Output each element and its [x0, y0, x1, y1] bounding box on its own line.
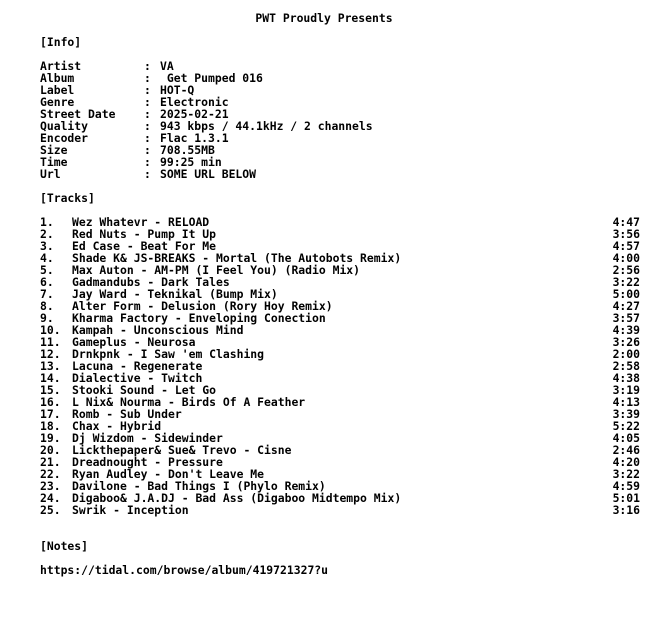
track-duration: 4:57	[612, 239, 640, 253]
info-heading: [Info]	[40, 35, 82, 49]
track-title: Ryan Audley - Don't Leave Me	[72, 467, 265, 481]
info-key: Genre	[40, 95, 75, 109]
track-number: 18.	[40, 419, 61, 433]
track-number: 7.	[40, 287, 54, 301]
tracks-heading: [Tracks]	[40, 191, 95, 205]
track-number: 4.	[40, 251, 54, 265]
track-number: 17.	[40, 407, 61, 421]
track-number: 24.	[40, 491, 61, 505]
info-key: Quality	[40, 119, 89, 133]
info-value: Electronic	[160, 95, 229, 109]
info-separator: :	[144, 143, 151, 157]
page-title: PWT Proudly Presents	[255, 11, 393, 25]
track-number: 1.	[40, 215, 54, 229]
info-row	[0, 120, 648, 132]
info-row	[0, 84, 648, 96]
info-separator: :	[144, 167, 151, 181]
info-key: Label	[40, 83, 75, 97]
track-duration: 3:26	[612, 335, 640, 349]
track-duration: 5:01	[612, 491, 640, 505]
info-row	[0, 168, 648, 180]
track-duration: 2:46	[612, 443, 640, 457]
track-number: 5.	[40, 263, 54, 277]
track-row	[0, 504, 648, 516]
track-duration: 3:56	[612, 227, 640, 241]
info-key: Url	[40, 167, 61, 181]
info-key: Encoder	[40, 131, 89, 145]
track-duration: 4:05	[612, 431, 640, 445]
track-title: Stooki Sound - Let Go	[72, 383, 217, 397]
track-title: Gadmandubs - Dark Tales	[72, 275, 230, 289]
track-title: Ed Case - Beat For Me	[72, 239, 217, 253]
track-title: Gameplus - Neurosa	[72, 335, 196, 349]
info-value: Get Pumped 016	[160, 71, 263, 85]
track-duration: 3:39	[612, 407, 640, 421]
track-number: 13.	[40, 359, 61, 373]
track-number: 19.	[40, 431, 61, 445]
track-title: Romb - Sub Under	[72, 407, 182, 421]
track-title: L Nix& Nourma - Birds Of A Feather	[72, 395, 306, 409]
track-duration: 3:22	[612, 467, 640, 481]
track-title: Dj Wizdom - Sidewinder	[72, 431, 223, 445]
track-title: Chax - Hybrid	[72, 419, 162, 433]
notes-heading: [Notes]	[40, 539, 89, 553]
track-number: 21.	[40, 455, 61, 469]
track-number: 25.	[40, 503, 61, 517]
track-title: Dialective - Twitch	[72, 371, 203, 385]
track-duration: 3:16	[612, 503, 640, 517]
track-title: Drnkpnk - I Saw 'em Clashing	[72, 347, 265, 361]
track-duration: 2:56	[612, 263, 640, 277]
info-key: Size	[40, 143, 68, 157]
info-separator: :	[144, 131, 151, 145]
info-row	[0, 60, 648, 72]
info-value: VA	[160, 59, 174, 73]
info-separator: :	[144, 107, 151, 121]
track-title: Swrik - Inception	[72, 503, 189, 517]
info-row	[0, 156, 648, 168]
track-duration: 4:27	[612, 299, 640, 313]
track-duration: 2:00	[612, 347, 640, 361]
track-duration: 2:58	[612, 359, 640, 373]
track-title: Red Nuts - Pump It Up	[72, 227, 217, 241]
info-separator: :	[144, 119, 151, 133]
info-value: 2025-02-21	[160, 107, 229, 121]
track-title: Kampah - Unconscious Mind	[72, 323, 244, 337]
info-key: Album	[40, 71, 75, 85]
track-duration: 4:38	[612, 371, 640, 385]
info-separator: :	[144, 95, 151, 109]
track-number: 12.	[40, 347, 61, 361]
track-duration: 4:13	[612, 395, 640, 409]
track-duration: 4:59	[612, 479, 640, 493]
track-number: 10.	[40, 323, 61, 337]
track-number: 6.	[40, 275, 54, 289]
track-title: Kharma Factory - Enveloping Conection	[72, 311, 326, 325]
track-duration: 5:00	[612, 287, 640, 301]
track-number: 2.	[40, 227, 54, 241]
track-number: 15.	[40, 383, 61, 397]
track-number: 20.	[40, 443, 61, 457]
track-title: Dreadnought - Pressure	[72, 455, 223, 469]
info-separator: :	[144, 71, 151, 85]
notes-url: https://tidal.com/browse/album/419721327?u	[40, 563, 329, 577]
track-number: 14.	[40, 371, 61, 385]
info-separator: :	[144, 59, 151, 73]
info-value: 708.55MB	[160, 143, 215, 157]
info-value: HOT-Q	[160, 83, 195, 97]
info-value: SOME URL BELOW	[160, 167, 257, 181]
track-number: 9.	[40, 311, 54, 325]
info-value: 99:25 min	[160, 155, 222, 169]
info-value: Flac 1.3.1	[160, 131, 229, 145]
info-key: Street Date	[40, 107, 116, 121]
info-separator: :	[144, 155, 151, 169]
track-title: Max Auton - AM-PM (I Feel You) (Radio Mix)	[72, 263, 361, 277]
track-duration: 4:39	[612, 323, 640, 337]
track-number: 8.	[40, 299, 54, 313]
info-key: Artist	[40, 59, 82, 73]
track-title: Lacuna - Regenerate	[72, 359, 203, 373]
track-duration: 4:20	[612, 455, 640, 469]
track-duration: 3:22	[612, 275, 640, 289]
track-number: 23.	[40, 479, 61, 493]
track-number: 22.	[40, 467, 61, 481]
track-duration: 5:22	[612, 419, 640, 433]
info-row	[0, 132, 648, 144]
track-title: Alter Form - Delusion (Rory Hoy Remix)	[72, 299, 333, 313]
track-number: 3.	[40, 239, 54, 253]
track-title: Digaboo& J.A.DJ - Bad Ass (Digaboo Midtempo Mix)	[72, 491, 402, 505]
track-duration: 3:57	[612, 311, 640, 325]
info-row	[0, 144, 648, 156]
track-title: Lickthepaper& Sue& Trevo - Cisne	[72, 443, 292, 457]
track-number: 11.	[40, 335, 61, 349]
info-value: 943 kbps / 44.1kHz / 2 channels	[160, 119, 373, 133]
info-key: Time	[40, 155, 68, 169]
track-duration: 3:19	[612, 383, 640, 397]
info-separator: :	[144, 83, 151, 97]
track-title: Shade K& JS-BREAKS - Mortal (The Autobots Remix)	[72, 251, 402, 265]
track-title: Davilone - Bad Things I (Phylo Remix)	[72, 479, 326, 493]
track-duration: 4:00	[612, 251, 640, 265]
track-duration: 4:47	[612, 215, 640, 229]
track-number: 16.	[40, 395, 61, 409]
track-title: Jay Ward - Teknikal (Bump Mix)	[72, 287, 278, 301]
track-title: Wez Whatevr - RELOAD	[72, 215, 210, 229]
info-row	[0, 72, 648, 84]
